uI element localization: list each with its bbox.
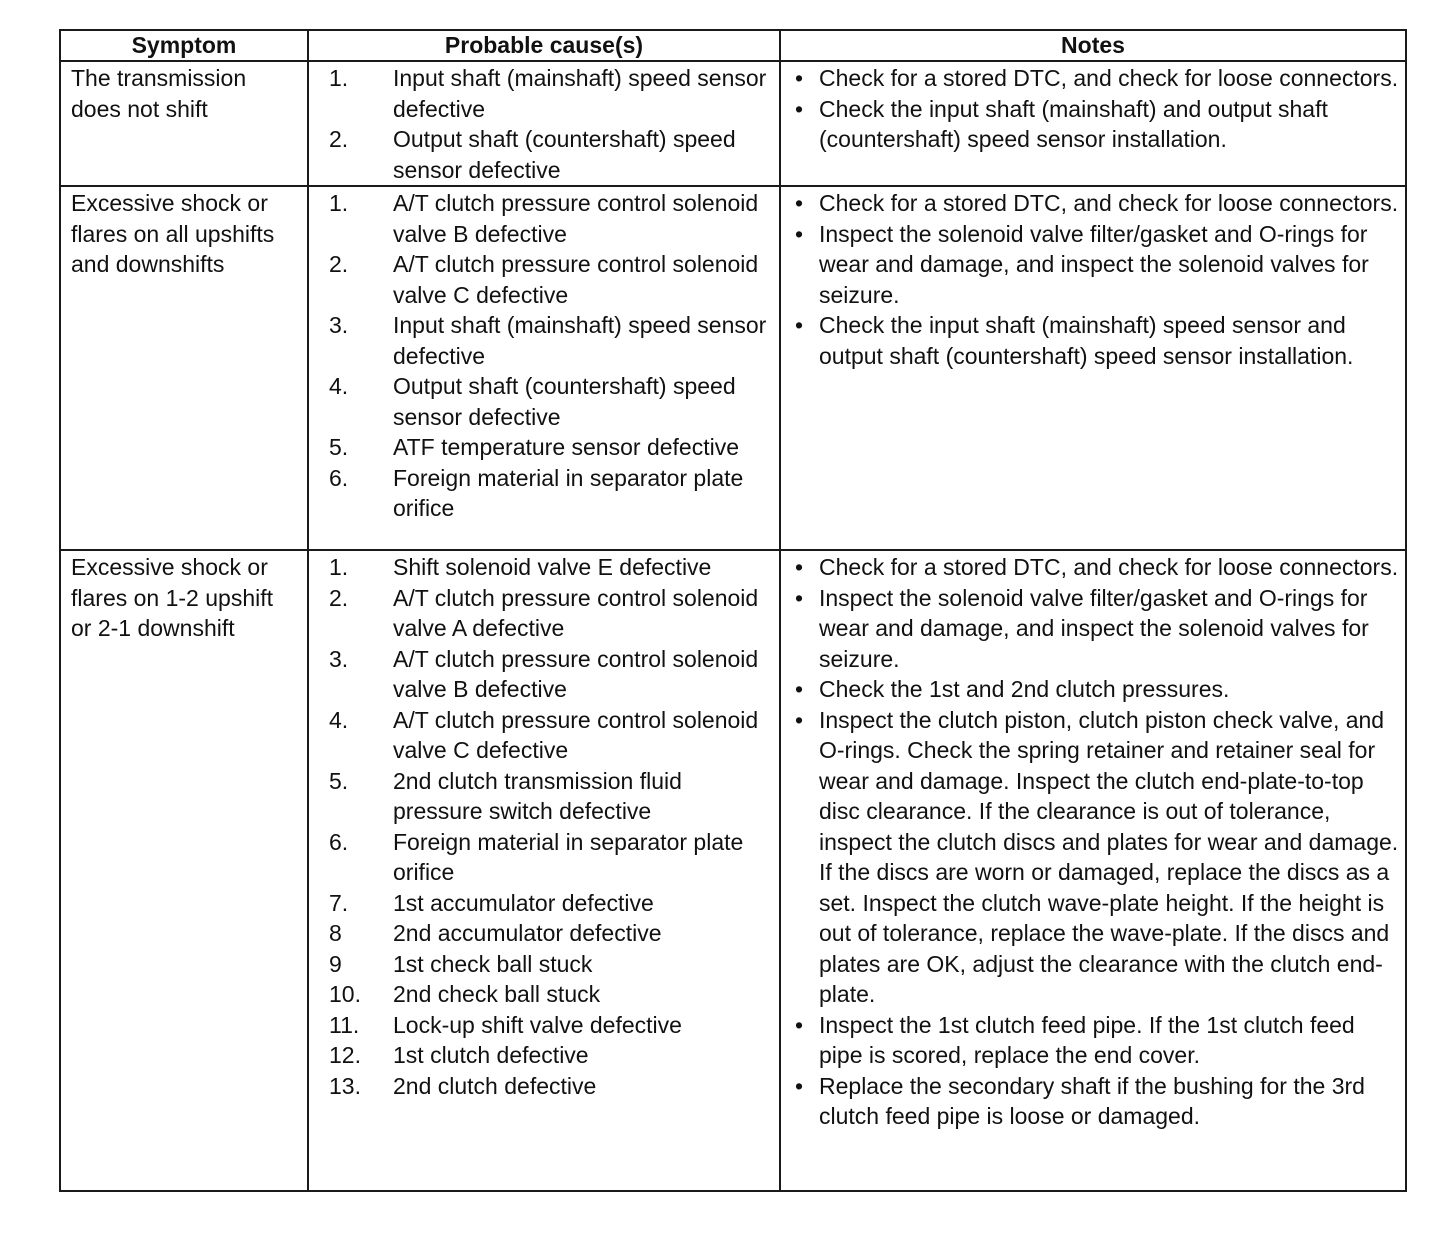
note-text: Inspect the solenoid valve filter/gasket and O-rings for wear and damage, and inspect the solenoid valves for seizure. [819, 584, 1369, 672]
cause-item [329, 552, 775, 583]
cause-number: 5. [329, 434, 349, 460]
note-item [795, 552, 1399, 583]
note-text: Replace the secondary shaft if the bushing for the 3rd clutch feed pipe is loose or damaged. [819, 1072, 1365, 1129]
cause-text: A/T clutch pressure control solenoid valve A defective [393, 584, 759, 641]
cause-number: 4. [329, 373, 349, 399]
note-item [795, 674, 1399, 705]
cause-text: Foreign material in separator plate orifice [393, 828, 744, 885]
note-text: Inspect the solenoid valve filter/gasket and O-rings for wear and damage, and inspect the solenoid valves for seizure. [819, 220, 1369, 308]
header-notes: Notes [780, 30, 1406, 61]
cause-item [329, 1071, 775, 1102]
cause-number: 12. [329, 1042, 361, 1068]
cause-text: 2nd clutch transmission fluid pressure switch defective [393, 767, 682, 824]
bullet-icon: • [795, 190, 804, 216]
cause-item [329, 371, 775, 432]
cause-number: 7. [329, 889, 349, 916]
cause-number: 10. [329, 981, 361, 1007]
note-item [795, 188, 1399, 219]
cause-text: 1st clutch defective [393, 1042, 589, 1068]
note-item [795, 1071, 1399, 1132]
note-text: Check the input shaft (mainshaft) and output shaft (countershaft) speed sensor installation. [819, 95, 1328, 152]
cause-number: 2. [329, 584, 349, 611]
cause-number: 13. [329, 1072, 361, 1099]
cause-text: A/T clutch pressure control solenoid valve C defective [393, 706, 759, 763]
cause-number: 3. [329, 312, 349, 338]
note-text: Check the input shaft (mainshaft) speed sensor and output shaft (countershaft) speed sensor installation. [819, 312, 1354, 369]
bullet-icon: • [795, 554, 804, 580]
troubleshooting-table [59, 29, 1407, 1192]
note-text: Inspect the clutch piston, clutch piston check valve, and O-rings. Check the spring retainer and retainer seal for wear and damage. Inspect the clutch end-plate-to-top disc clearance. If the clearance is out of tolerance, inspect the clutch discs and plates for wear and damage. If the discs are worn or damaged, replace the discs as a set. Inspect the clutch wave-plate height. If the height is out of tolerance, replace the wave-plate. If the discs and plates are OK, adjust the clearance with the clutch end-plate. [819, 706, 1399, 1007]
cause-text: Input shaft (mainshaft) speed sensor defective [393, 65, 767, 122]
cause-text: 1st accumulator defective [393, 889, 654, 916]
cause-number: 1. [329, 65, 349, 91]
cause-item [329, 432, 775, 463]
cause-text: Input shaft (mainshaft) speed sensor defective [393, 312, 767, 369]
cause-item [329, 124, 775, 185]
cause-item [329, 63, 775, 124]
cause-number: 3. [329, 645, 349, 672]
note-item [795, 1010, 1399, 1071]
header-symptom: Symptom [60, 30, 308, 61]
cause-text: A/T clutch pressure control solenoid valve B defective [393, 190, 759, 247]
causes-cell [308, 186, 780, 550]
bullet-icon: • [795, 1072, 804, 1099]
cause-text: A/T clutch pressure control solenoid valve C defective [393, 251, 759, 308]
cause-text: ATF temperature sensor defective [393, 434, 739, 460]
notes-cell [780, 61, 1406, 186]
cause-item [329, 188, 775, 249]
bullet-icon: • [795, 220, 804, 247]
cause-number: 6. [329, 828, 349, 855]
cause-number: 5. [329, 767, 349, 794]
notes-cell [780, 186, 1406, 550]
cause-text: Output shaft (countershaft) speed sensor defective [393, 126, 736, 183]
note-item [795, 705, 1399, 1010]
note-text: Inspect the 1st clutch feed pipe. If the 1st clutch feed pipe is scored, replace the end cover. [819, 1011, 1355, 1068]
cause-item [329, 766, 775, 827]
cause-text: A/T clutch pressure control solenoid valve B defective [393, 645, 759, 702]
note-item [795, 63, 1399, 94]
cause-text: Foreign material in separator plate orifice [393, 464, 744, 521]
bullet-icon: • [795, 95, 804, 122]
cause-text: 2nd accumulator defective [393, 920, 662, 946]
cause-number: 6. [329, 464, 349, 491]
cause-item [329, 463, 775, 524]
cause-number: 2. [329, 251, 349, 277]
cause-text: 2nd clutch defective [393, 1072, 597, 1099]
symptom-cell: The transmission does not shift [60, 61, 308, 186]
cause-item [329, 918, 775, 949]
cause-number: 9 [329, 950, 342, 977]
cause-item [329, 979, 775, 1010]
cause-text: Lock-up shift valve defective [393, 1011, 682, 1038]
header-probable-causes: Probable cause(s) [308, 30, 780, 61]
cause-number: 8 [329, 920, 342, 946]
note-item [795, 94, 1399, 155]
causes-cell [308, 61, 780, 186]
cause-item [329, 583, 775, 644]
table-row [60, 186, 1406, 550]
cause-item [329, 888, 775, 919]
cause-text: Shift solenoid valve E defective [393, 554, 712, 580]
note-text: Check for a stored DTC, and check for loose connectors. [819, 190, 1399, 216]
cause-text: 2nd check ball stuck [393, 981, 601, 1007]
cause-item [329, 827, 775, 888]
bullet-icon: • [795, 584, 804, 611]
cause-text: Output shaft (countershaft) speed sensor defective [393, 373, 736, 430]
note-text: Check for a stored DTC, and check for loose connectors. [819, 554, 1399, 580]
table-row [60, 61, 1406, 186]
cause-number: 11. [329, 1011, 360, 1038]
cause-item [329, 705, 775, 766]
bullet-icon: • [795, 676, 804, 702]
cause-item [329, 310, 775, 371]
header-row [60, 30, 1406, 61]
bullet-icon: • [795, 1011, 804, 1038]
cause-item [329, 949, 775, 980]
note-text: Check for a stored DTC, and check for loose connectors. [819, 65, 1399, 91]
note-text: Check the 1st and 2nd clutch pressures. [819, 676, 1230, 702]
symptom-cell: Excessive shock or flares on 1-2 upshift or 2-1 downshift [60, 550, 308, 1191]
cause-item [329, 1040, 775, 1071]
note-item [795, 310, 1399, 371]
note-item [795, 219, 1399, 311]
causes-cell [308, 550, 780, 1191]
bullet-icon: • [795, 65, 804, 91]
symptom-cell: Excessive shock or flares on all upshifts and downshifts [60, 186, 308, 550]
bullet-icon: • [795, 706, 804, 733]
note-item [795, 583, 1399, 675]
cause-number: 1. [329, 190, 349, 216]
bullet-icon: • [795, 312, 804, 338]
cause-number: 2. [329, 126, 349, 152]
cause-item [329, 1010, 775, 1041]
notes-cell [780, 550, 1406, 1191]
cause-item [329, 249, 775, 310]
cause-text: 1st check ball stuck [393, 950, 593, 977]
cause-number: 4. [329, 706, 349, 733]
cause-number: 1. [329, 554, 349, 580]
table-row [60, 550, 1406, 1191]
cause-item [329, 644, 775, 705]
